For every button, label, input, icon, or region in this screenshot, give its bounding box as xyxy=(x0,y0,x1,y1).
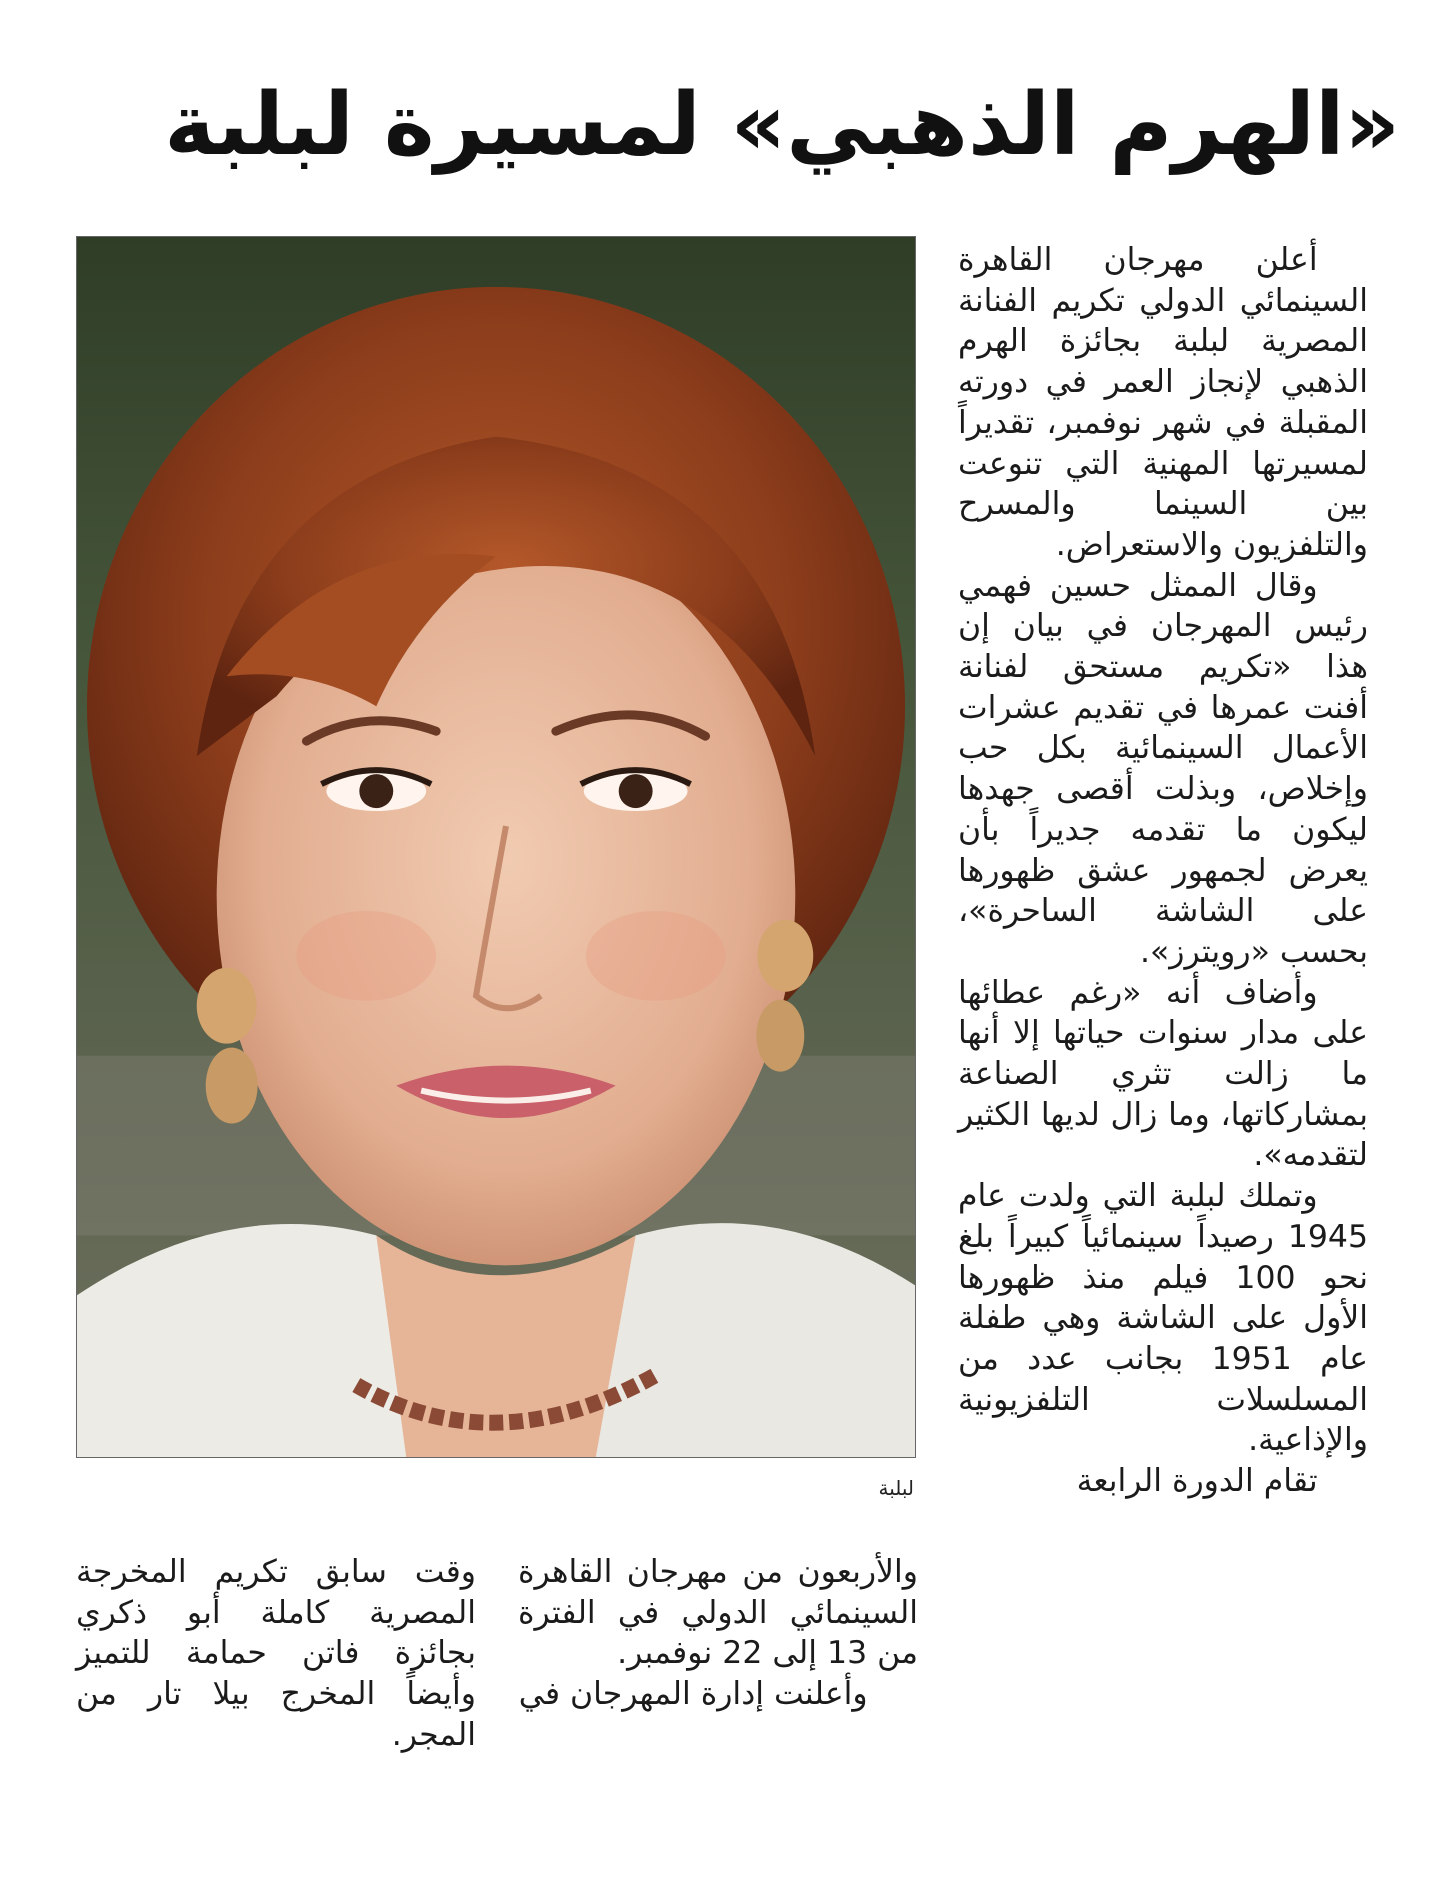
paragraph: أعلن مهرجان القاهرة السينمائي الدولي تكريم الفنانة المصرية لبلبة بجائزة الهرم الذهبي لإنجاز العمر في دورته المقبلة في شهر نوفمبر، تقديراً لمسيرتها المهنية التي تنوعت بين السينما والمسرح والتلفزيون والاستعراض. xyxy=(958,242,1368,563)
headline: «الهرم الذهبي» لمسيرة لبلبة xyxy=(164,75,1400,175)
article-column-right xyxy=(958,240,1368,1502)
paragraph: وتملك لبلبة التي ولدت عام 1945 رصيداً سينمائياً كبيراً بلغ نحو 100 فيلم منذ ظهورها الأول على الشاشة وهي طفلة عام 1951 بجانب عدد من المسلسلات التلفزيونية والإذاعية. xyxy=(958,1178,1368,1459)
portrait-photo xyxy=(76,236,916,1458)
portrait-illustration xyxy=(77,237,915,1457)
photo-caption: لبلبة xyxy=(878,1476,914,1500)
paragraph: وأضاف أنه «رغم عطائها على مدار سنوات حياتها إلا أنها ما زالت تثري الصناعة بمشاركاتها، وما زال لديها الكثير لتقدمه». xyxy=(958,974,1368,1174)
paragraph: والأربعون من مهرجان القاهرة السينمائي الدولي في الفترة من 13 إلى 22 نوفمبر. xyxy=(518,1554,918,1672)
paragraph: وقت سابق تكريم المخرجة المصرية كاملة أبو ذكري بجائزة فاتن حمامة للتميز وأيضاً المخرج بيلا تار من المجر. xyxy=(76,1554,476,1753)
article-column-left xyxy=(76,1552,476,1756)
paragraph: وقال الممثل حسين فهمي رئيس المهرجان في بيان إن هذا «تكريم مستحق لفنانة أفنت عمرها في تقديم عشرات الأعمال السينمائية بكل حب وإخلاص، وبذلت أقصى جهدها ليكون ما تقدمه جديراً بأن يعرض لجمهور عشق ظهورها على الشاشة الساحرة»، بحسب «رويترز». xyxy=(958,567,1368,970)
paragraph: تقام الدورة الرابعة xyxy=(1076,1463,1318,1500)
paragraph: وأعلنت إدارة المهرجان في xyxy=(518,1676,868,1713)
article-column-middle xyxy=(518,1552,918,1715)
